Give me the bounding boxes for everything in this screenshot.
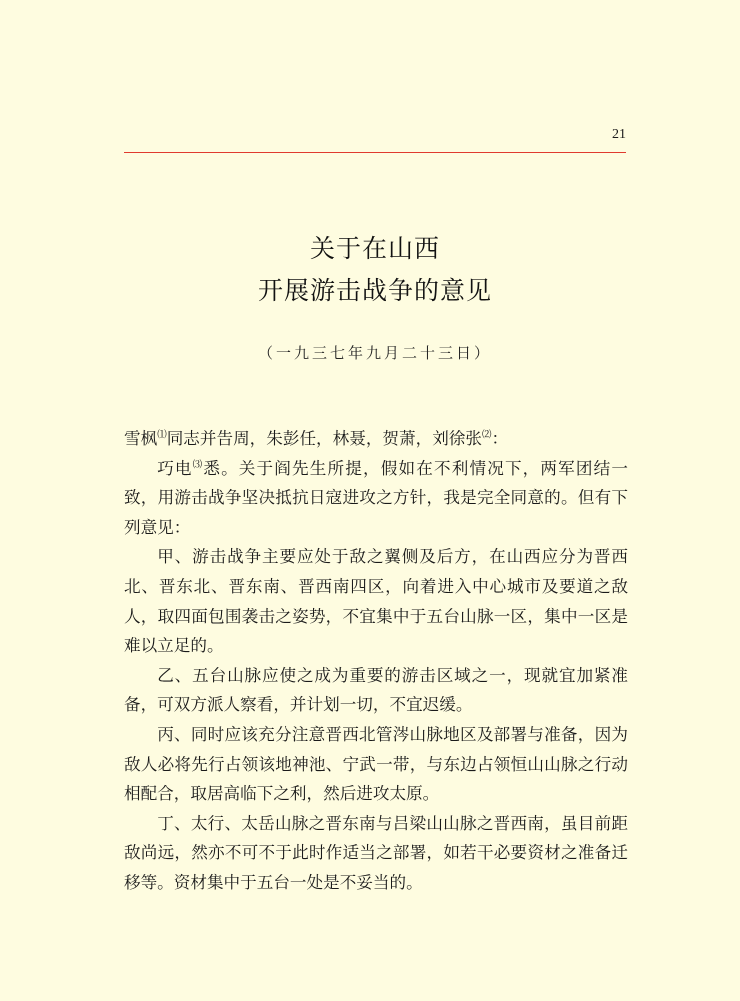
- footnote-marker-3: ⑶: [192, 458, 204, 470]
- header-rule: [124, 152, 626, 153]
- paragraph-4: 丙、同时应该充分注意晋西北管涔山脉地区及部署与准备，因为敌人必将先行占领该地神池、宁武一带，与东边占领恒山山脉之行动相配合，取居高临下之利，然后进攻太原。: [124, 724, 628, 804]
- paragraph-1-start: 巧电: [157, 458, 193, 478]
- paragraph-2: 甲、游击战争主要应处于敌之翼侧及后方，在山西应分为晋西北、晋东北、晋东南、晋西南四区，向着进入中心城市及要道之敌人，取四面包围袭击之姿势，不宜集中于五台山脉一区，集中一区是难以立足的。: [124, 547, 628, 656]
- title-line-2: 开展游击战争的意见: [257, 276, 492, 305]
- paragraph-5: 丁、太行、太岳山脉之晋东南与吕梁山山脉之晋西南，虽目前距敌尚远，然亦不可不于此时作适当之部署，如若干必要资材之准备迁移等。资材集中于五台一处是不妥当的。: [124, 813, 628, 892]
- paragraph-1-rest: 悉。关于阎先生所提，假如在不利情况下，两军团结一致，用游击战争坚决抵抗日寇进攻之方针，我是完全同意的。但有下列意见：: [124, 458, 628, 537]
- body-text: [124, 424, 628, 898]
- salutation-colon: ：: [491, 429, 509, 448]
- document-date: （一九三七年九月二十三日）: [257, 344, 492, 362]
- salutation: [124, 424, 628, 454]
- paragraph-3: 乙、五台山脉应使之成为重要的游击区域之一，现就宜加紧准备，可双方派人察看，并计划一切，不宜迟缓。: [124, 665, 628, 715]
- salutation-cc: 同志并告周，朱彭任，林聂，贺萧，刘徐张: [166, 429, 482, 448]
- document-title: [124, 228, 626, 312]
- title-line-1: 关于在山西: [309, 234, 440, 263]
- page-number: 21: [612, 127, 626, 142]
- footnote-marker-2: ⑵: [481, 429, 492, 441]
- paragraph-1: [124, 454, 628, 543]
- salutation-recipient: 雪枫: [124, 429, 158, 448]
- footnote-marker-1: ⑴: [157, 429, 167, 441]
